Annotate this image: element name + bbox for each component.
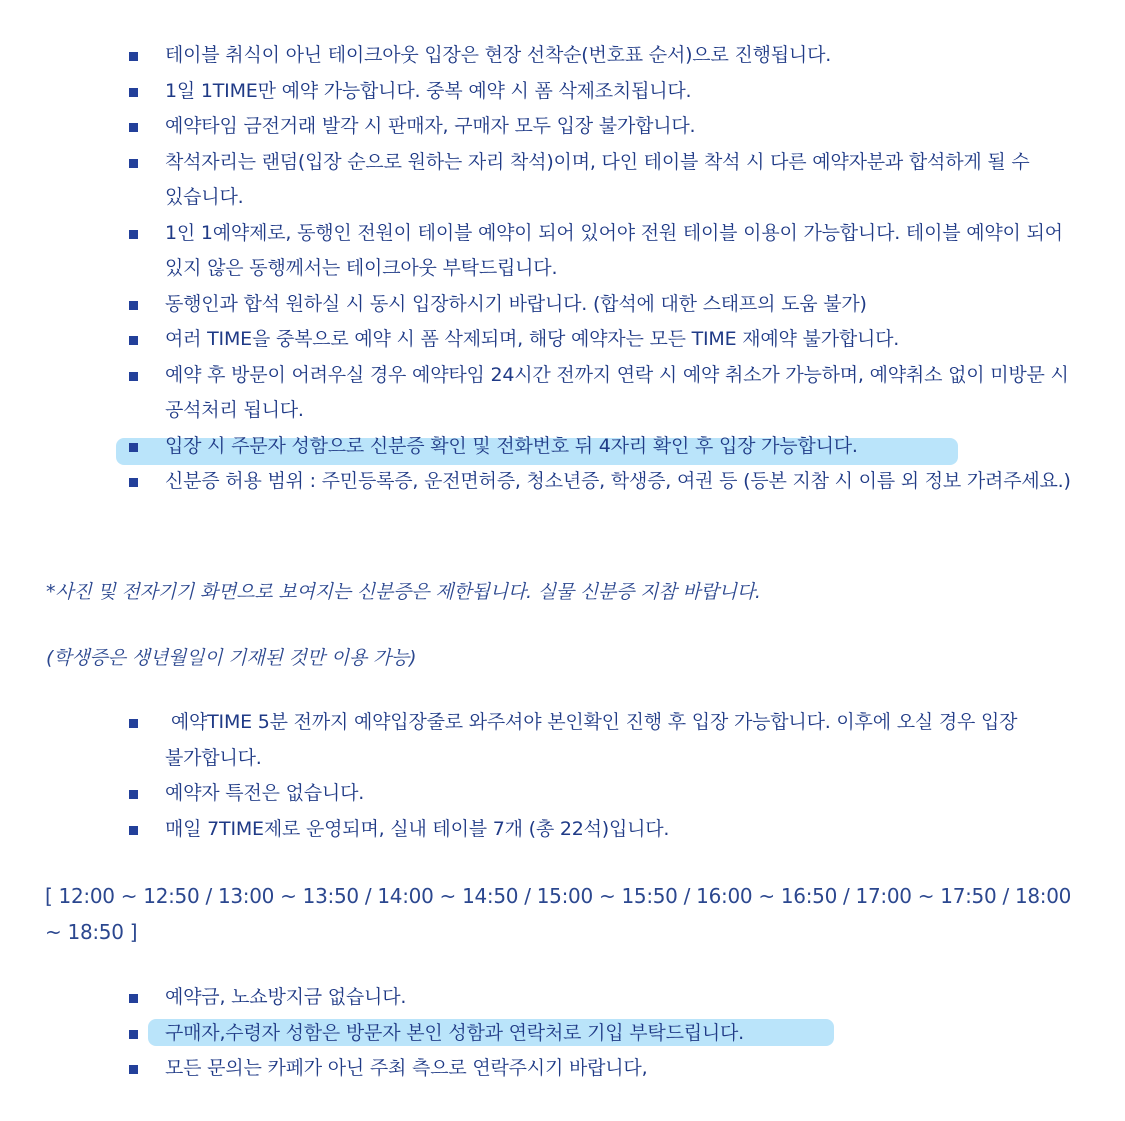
list-item-text: 구매자,수령자 성함은 방문자 본인 성함과 연락처로 기입 부탁드립니다. (165, 1021, 745, 1044)
list-item (0, 980, 1125, 1016)
list-item-text: 동행인과 합석 원하실 시 동시 입장하시기 바랍니다. (합석에 대한 스태프의 도움 불가) (165, 292, 867, 315)
list-item (0, 38, 1125, 74)
list-item (0, 1051, 1125, 1087)
square-bullet-icon (129, 790, 138, 799)
list-item (0, 705, 1125, 776)
list-item (0, 322, 1125, 358)
square-bullet-icon (129, 372, 138, 381)
rules-list (0, 38, 1125, 500)
square-bullet-icon (129, 826, 138, 835)
entry-list (0, 705, 1125, 847)
square-bullet-icon (129, 994, 138, 1003)
list-item (0, 145, 1125, 216)
time-slots: [ 12:00 ~ 12:50 / 13:00 ~ 13:50 / 14:00 ~ 14:50 / 15:00 ~ 15:50 / 16:00 ~ 16:50 / 17:00 ~ 17:50 / 18:00 ~ 18:50 ] (45, 884, 1072, 944)
list-item (0, 776, 1125, 812)
list-item-text: 테이블 취식이 아닌 테이크아웃 입장은 현장 선착순(번호표 순서)으로 진행됩니다. (165, 44, 832, 66)
list-item-text: 예약 후 방문이 어려우실 경우 예약타임 24시간 전까지 연락 시 예약 취소가 가능하며, 예약취소 없이 미방문 시 공석처리 됩니다. (165, 363, 1069, 421)
square-bullet-icon (129, 1065, 138, 1074)
list-item-text: 1인 1예약제로, 동행인 전원이 테이블 예약이 되어 있어야 전원 테이블 이용이 가능합니다. 테이블 예약이 되어 있지 않은 동행께서는 테이크아웃 부탁드립니다. (165, 221, 1063, 279)
list-item-highlighted (0, 429, 1125, 465)
list-item (0, 812, 1125, 848)
square-bullet-icon (129, 443, 138, 452)
square-bullet-icon (129, 336, 138, 345)
list-item-text: 예약TIME 5분 전까지 예약입장줄로 와주셔야 본인확인 진행 후 입장 가능합니다. 이후에 오실 경우 입장 불가합니다. (165, 711, 1024, 769)
list-item-text: 예약타임 금전거래 발각 시 판매자, 구매자 모두 입장 불가합니다. (165, 115, 696, 137)
list-item (0, 74, 1125, 110)
list-item (0, 358, 1125, 429)
square-bullet-icon (129, 88, 138, 97)
list-item-text: 여러 TIME을 중복으로 예약 시 폼 삭제되며, 해당 예약자는 모든 TIME 재예약 불가합니다. (165, 328, 900, 350)
list-item (0, 109, 1125, 145)
list-item-text: 매일 7TIME제로 운영되며, 실내 테이블 7개 (총 22석)입니다. (165, 817, 670, 840)
student-id-note: (학생증은 생년월일이 기재된 것만 이용 가능) (46, 647, 417, 669)
list-item (0, 216, 1125, 287)
list-item-text: 모든 문의는 카페가 아닌 주최 측으로 연락주시기 바랍니다, (165, 1057, 648, 1079)
square-bullet-icon (129, 230, 138, 239)
list-item-text: 1일 1TIME만 예약 가능합니다. 중복 예약 시 폼 삭제조치됩니다. (165, 79, 692, 102)
list-item-highlighted (0, 1016, 1125, 1052)
square-bullet-icon (129, 159, 138, 168)
list-item-text: 예약금, 노쇼방지금 없습니다. (165, 986, 407, 1008)
list-item (0, 287, 1125, 323)
square-bullet-icon (129, 478, 138, 487)
square-bullet-icon (129, 123, 138, 132)
final-list (0, 980, 1125, 1087)
square-bullet-icon (129, 719, 138, 728)
list-item-text: 착석자리는 랜덤(입장 순으로 원하는 자리 착석)이며, 다인 테이블 착석 시 다른 예약자분과 합석하게 될 수 있습니다. (165, 150, 1030, 208)
square-bullet-icon (129, 52, 138, 61)
list-item-text: 예약자 특전은 없습니다. (165, 782, 365, 804)
list-item (0, 464, 1125, 500)
square-bullet-icon (129, 1030, 138, 1039)
list-item-text: 입장 시 주문자 성함으로 신분증 확인 및 전화번호 뒤 4자리 확인 후 입장 가능합니다. (165, 434, 858, 457)
id-photo-note: *사진 및 전자기기 화면으로 보여지는 신분증은 제한됩니다. 실물 신분증 지참 바랍니다. (46, 581, 761, 603)
square-bullet-icon (129, 301, 138, 310)
list-item-text: 신분증 허용 범위 : 주민등록증, 운전면허증, 청소년증, 학생증, 여권 등 (등본 지참 시 이름 외 정보 가려주세요.) (165, 470, 1071, 492)
